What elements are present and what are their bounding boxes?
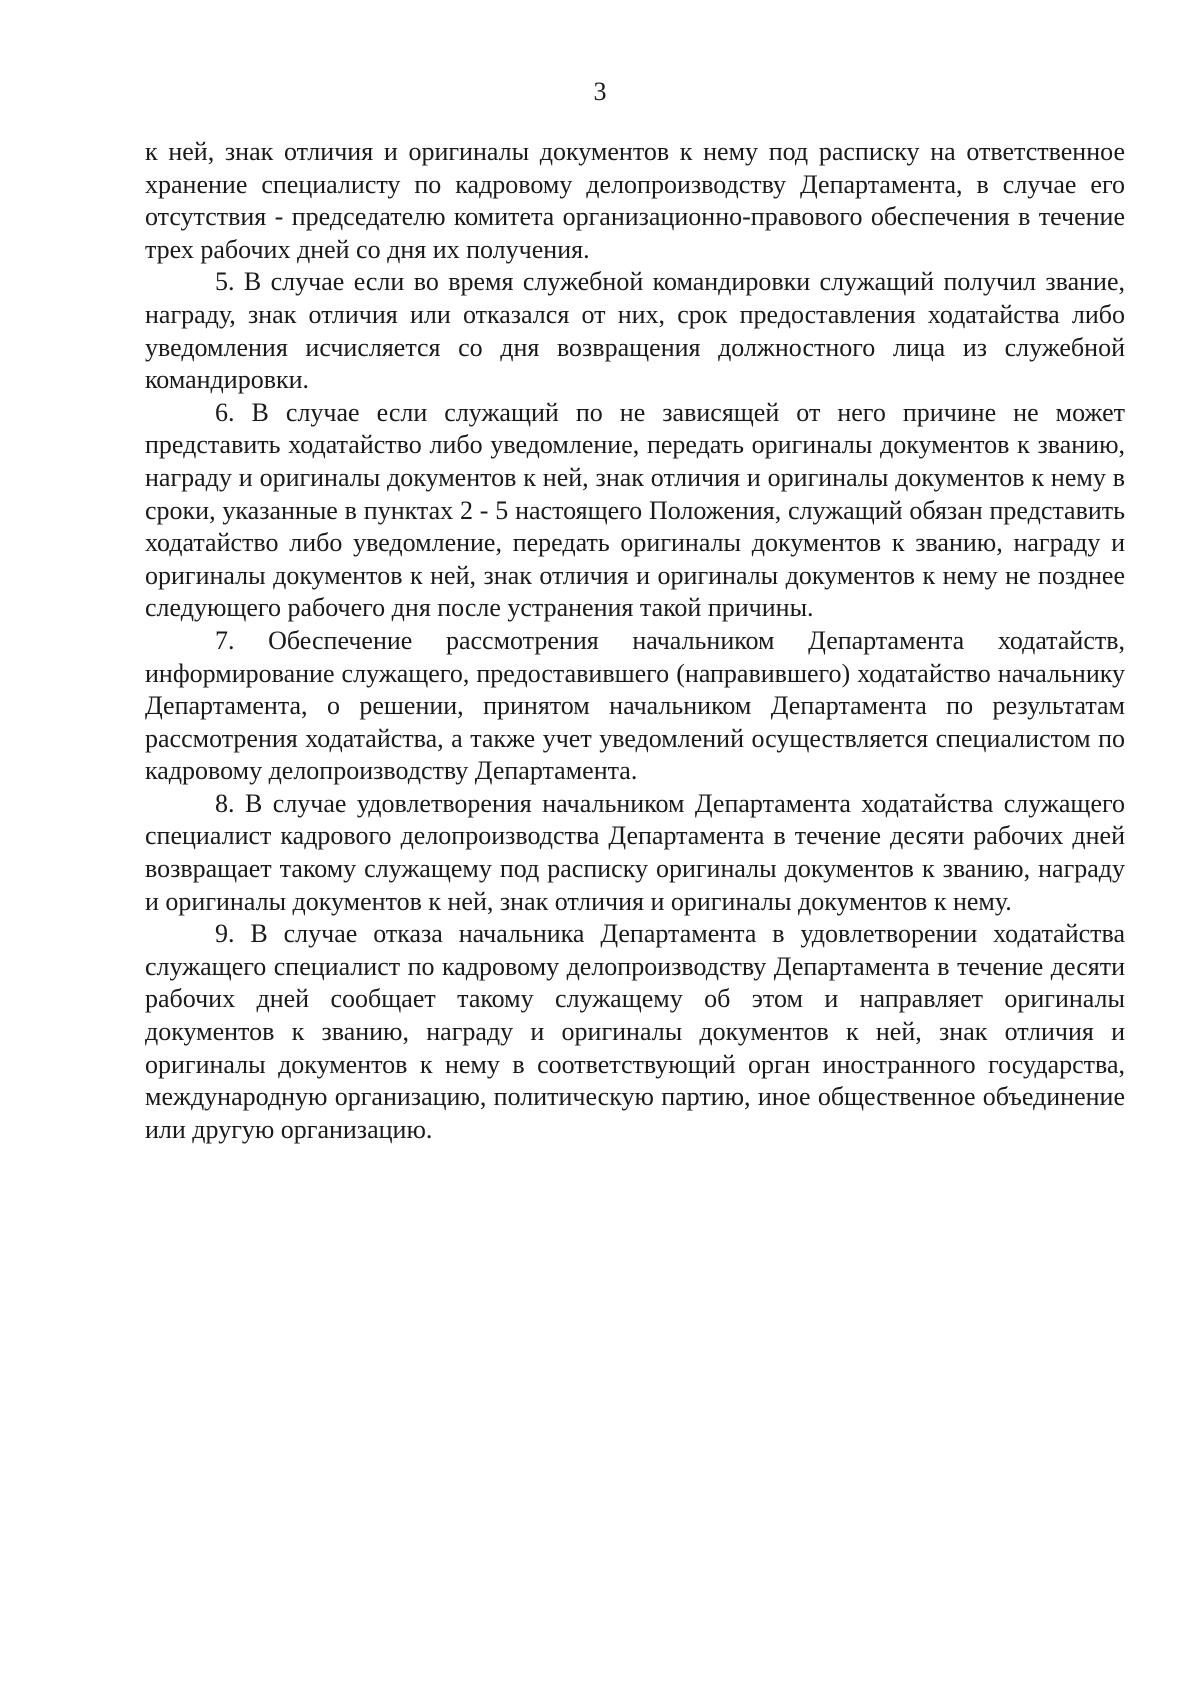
paragraph-item-7: 7. Обеспечение рассмотрения начальником Департамента ходатайств, информирование служащего, предоставившего (направившего) ходатайство начальнику Департамента, о решении, принятом начальником Департамента по результатам рассмотрения ходатайства, а также учет уведомлений осуществляется специалистом по кадровому делопроизводству Департамента. xyxy=(145,625,1125,786)
paragraph-item-9: 9. В случае отказа начальника Департамента в удовлетворении ходатайства служащего специалист по кадровому делопроизводству Департамента в течение десяти рабочих дней сообщает такому служащему об этом и направляет оригиналы документов к званию, награду и оригиналы документов к ней, знак отличия и оригиналы документов к нему в соответствующий орган иностранного государства, международную организацию, политическую партию, иное общественное объединение или другую организацию. xyxy=(145,919,1125,1144)
paragraph-item-8: 8. В случае удовлетворения начальником Департамента ходатайства служащего специалист кадрового делопроизводства Департамента в течение десяти рабочих дней возвращает такому служащему под расписку оригиналы документов к званию, награду и оригиналы документов к ней, знак отличия и оригиналы документов к нему. xyxy=(145,788,1125,916)
document-body xyxy=(145,136,1125,1146)
page-number: 3 xyxy=(593,77,607,106)
paragraph-continuation: к ней, знак отличия и оригиналы документов к нему под расписку на ответственное хранение специалисту по кадровому делопроизводству Департамента, в случае его отсутствия - председателю комитета организационно-правового обеспечения в течение трех рабочих дней со дня их получения. xyxy=(145,137,1125,264)
paragraph-item-6: 6. В случае если служащий по не зависящей от него причине не может представить ходатайство либо уведомление, передать оригиналы документов к званию, награду и оригиналы документов к ней, знак отличия и оригиналы документов к нему в сроки, указанные в пунктах 2 - 5 настоящего Положения, служащий обязан представить ходатайство либо уведомление, передать оригиналы документов к званию, награду и оригиналы документов к ней, знак отличия и оригиналы документов к нему не позднее следующего рабочего дня после устранения такой причины. xyxy=(145,397,1125,623)
paragraph-item-5: 5. В случае если во время служебной командировки служащий получил звание, награду, знак отличия или отказался от них, срок предоставления ходатайства либо уведомления исчисляется со дня возвращения должностного лица из служебной командировки. xyxy=(145,267,1125,395)
